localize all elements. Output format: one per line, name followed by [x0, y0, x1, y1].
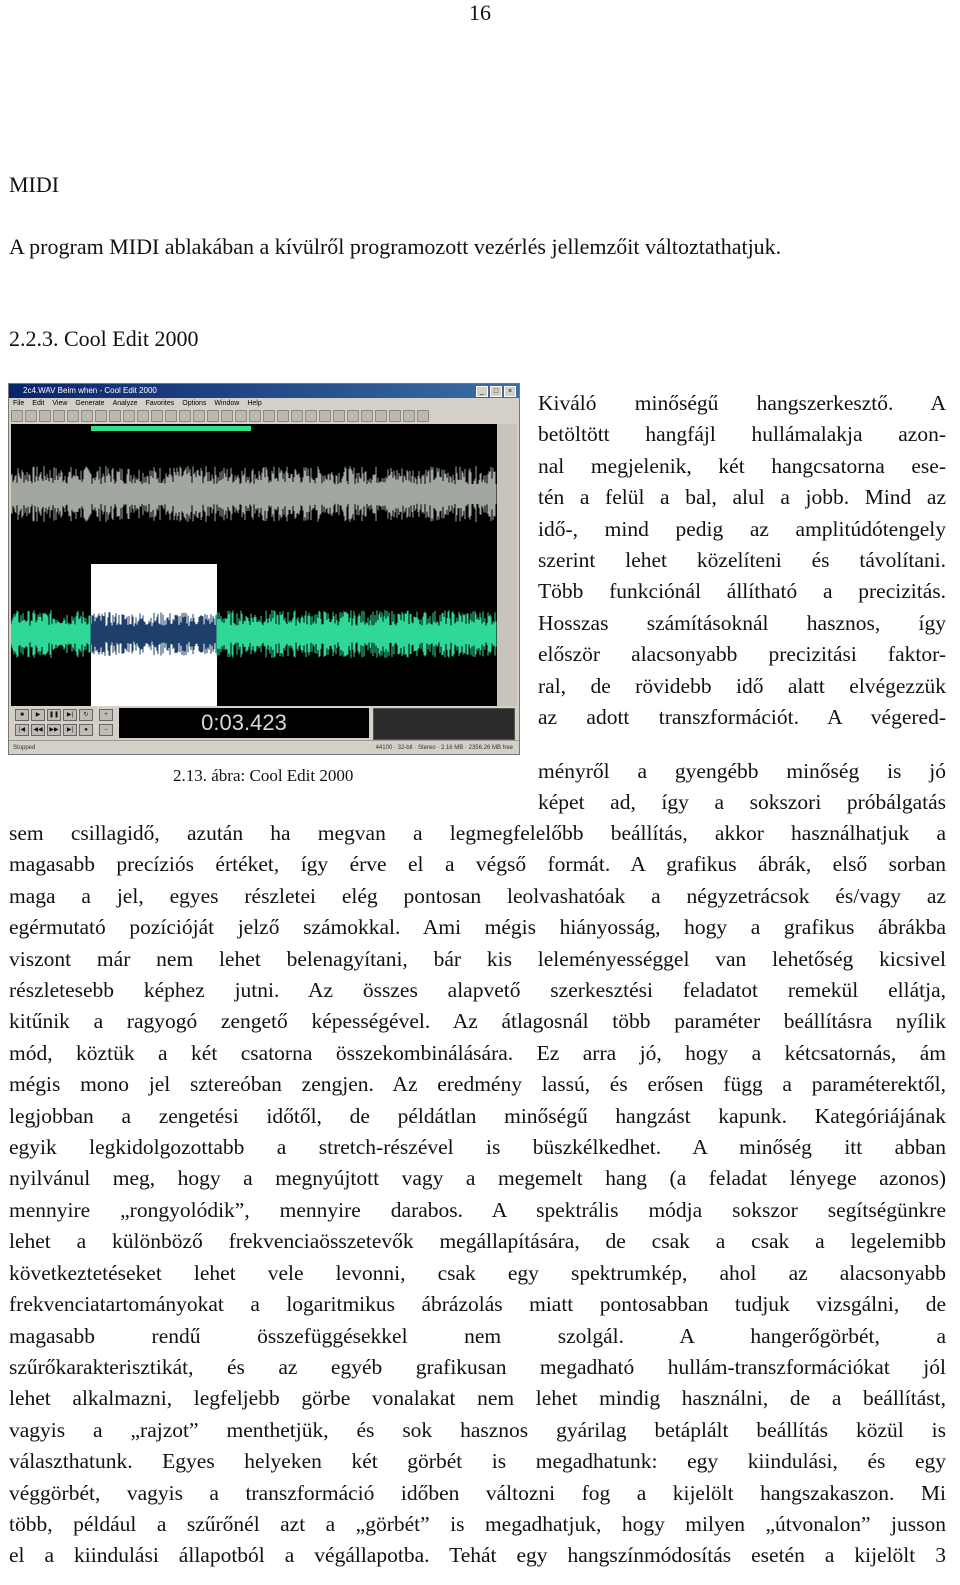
side-text-line: ményről a gyengébb minőség is jó	[538, 759, 946, 783]
toolbar-button-icon	[137, 410, 149, 422]
body-text-line: magasabb precíziós értéket, így érve el a végső formát. A grafikus ábrák, első sorban	[9, 852, 946, 877]
toolbar	[11, 410, 517, 422]
minimize-icon: _	[476, 386, 488, 397]
menu-item: File	[13, 400, 25, 407]
menu-bar	[9, 398, 519, 409]
zoom-out-icon: −	[99, 724, 113, 736]
forward-icon: ▶▶	[47, 724, 61, 736]
toolbar-button-icon	[179, 410, 191, 422]
status-right: 44100 · 32-bit · Stereo · 2.16 MB · 2356.26 MB free	[375, 745, 513, 751]
side-text-line: Hosszas számításoknál hasznos, így	[538, 610, 946, 635]
side-text-line: tén a felül a bal, alul a jobb. Mind az	[538, 485, 946, 510]
waveform-left-channel	[11, 466, 496, 522]
forward-end-icon: ▶|	[63, 724, 77, 736]
toolbar-button-icon	[25, 410, 37, 422]
body-text-line: szűrőkarakterisztikát, és az egyéb grafikusan megadható hullám-transzformációkat jól	[9, 1354, 946, 1379]
selection-info-panel	[373, 708, 515, 740]
side-text-line: Kiváló minőségű hangszerkesztő. A	[538, 391, 946, 415]
toolbar-button-icon	[319, 410, 331, 422]
toolbar-button-icon	[403, 410, 415, 422]
toolbar-button-icon	[235, 410, 247, 422]
side-text-line: képet ad, így a sokszori próbálgatás	[538, 790, 946, 815]
toolbar-button-icon	[165, 410, 177, 422]
side-text-line: először alacsonyabb precizitási faktor-	[538, 642, 946, 667]
pause-icon: ❚❚	[47, 709, 61, 721]
transport-panel	[11, 706, 517, 740]
toolbar-button-icon	[151, 410, 163, 422]
waveform-svg	[11, 424, 497, 706]
window-titlebar	[9, 384, 519, 398]
waveform-right-channel	[11, 610, 90, 658]
toolbar-button-icon	[123, 410, 135, 422]
body-text-line: választhatunk. Egyes helyeken két görbét is megadhatunk: egy kiindulási, és egy	[9, 1449, 946, 1474]
side-text-line: betöltött hangfájl hullámalakja azon-	[538, 422, 946, 447]
time-display: 0:03.423	[119, 708, 369, 738]
toolbar-button-icon	[347, 410, 359, 422]
cool-edit-screenshot	[8, 383, 520, 755]
body-text-line: maga a jel, egyes részletei elég pontosan leolvashatóak a négyzetrácsok és/vagy az	[9, 883, 946, 908]
play-icon: ▶	[31, 709, 45, 721]
body-text-line: következtetéseket lehet vele levonni, csak egy spektrumkép, ahol az alacsonyabb	[9, 1260, 946, 1285]
body-text-line: mégis mono jel sztereóban zengjen. Az eredmény lassú, és erősen függ a paraméterektől,	[9, 1072, 946, 1097]
body-text-line: lehet alkalmazni, legfeljebb görbe vonalakat nem lehet mindig használni, de a beállítást,	[9, 1386, 946, 1411]
toolbar-button-icon	[221, 410, 233, 422]
body-text-line: mód, köztük a két csatorna összekombinálására. Ez arra jó, hogy a kétcsatornás, ám	[9, 1040, 946, 1065]
waveform-right-channel	[217, 610, 496, 658]
stop-icon: ■	[15, 709, 29, 721]
toolbar-button-icon	[193, 410, 205, 422]
section-heading-midi: MIDI	[9, 172, 60, 197]
menu-item: View	[52, 400, 68, 407]
toolbar-button-icon	[81, 410, 93, 422]
toolbar-button-icon	[361, 410, 373, 422]
body-text-line: el a kiindulási állapotból a végállapotba. Tehát egy hangszínmódosítás esetén a kijelölt 3	[9, 1543, 946, 1568]
body-text-line: legjobban a zengetési időtől, de példátlan minőségű hangzást kapunk. Kategóriájának	[9, 1103, 946, 1128]
toolbar-button-icon	[53, 410, 65, 422]
body-text-line: egérmutató pozícióját jelző számokkal. Ami mégis hiányosság, hogy a grafikus ábrákba	[9, 915, 946, 940]
side-text-line: Több funkciónál állítható a precizitás.	[538, 579, 946, 604]
toolbar-button-icon	[207, 410, 219, 422]
body-text-line: frekvenciatartományokat a logaritmikus ábrázolás miatt pontosabban tudjuk vizsgálni, de	[9, 1292, 946, 1317]
body-text-line: lehet a különböző frekvenciaösszetevők megállapítására, de csak a csak a legelemibb	[9, 1229, 946, 1254]
side-text-line: az adott transzformációt. A végered-	[538, 705, 946, 730]
amplitude-ruler	[497, 424, 517, 706]
body-text-line: mennyire „rongyolódik”, mennyire darabos. A spektrális módja sokszor segítségünkre	[9, 1197, 946, 1222]
toolbar-button-icon	[11, 410, 23, 422]
toolbar-button-icon	[263, 410, 275, 422]
body-text-line: viszont már nem lehet belenagyítani, bár kis leleményességgel van lehetőség kicsivel	[9, 946, 946, 971]
side-paragraph	[538, 388, 946, 733]
menu-item: Generate	[75, 400, 105, 407]
menu-item: Help	[247, 400, 262, 407]
toolbar-button-icon	[109, 410, 121, 422]
toolbar-button-icon	[389, 410, 401, 422]
status-bar	[9, 740, 519, 754]
side-text-line: ral, de rövidebb idő alatt elvégezzük	[538, 673, 946, 698]
section-heading-cooledit: 2.2.3. Cool Edit 2000	[9, 326, 199, 351]
waveform-right-channel-selected	[91, 612, 216, 656]
midi-paragraph: A program MIDI ablakában a kívülről programozott vezérlés jellemzőit változtathatjuk.	[9, 234, 782, 259]
maximize-icon: □	[490, 386, 502, 397]
page-number: 16	[469, 0, 491, 25]
menu-item: Edit	[32, 400, 45, 407]
body-text-line: részletesebb képhez jutni. Az összes alapvető szerkesztési feladatot remekül ellátja,	[9, 978, 946, 1003]
body-text-line: sem csillagidő, azután ha megvan a legmegfelelőbb beállítás, akkor használhatjuk a	[9, 821, 946, 845]
toolbar-button-icon	[249, 410, 261, 422]
toolbar-button-icon	[67, 410, 79, 422]
body-text-line: több, például a szűrőnél azt a „görbét” is megadhatjuk, hogy milyen „útvonalon” jusson	[9, 1511, 946, 1536]
zoom-in-icon: +	[99, 709, 113, 721]
toolbar-button-icon	[333, 410, 345, 422]
menu-item: Analyze	[112, 400, 138, 407]
loop-icon: ↻	[79, 709, 93, 721]
body-text-line: véggörbét, vagyis a transzformáció időben változni fog a kijelölt hangszakaszon. Mi	[9, 1480, 946, 1505]
rewind-start-icon: |◀	[15, 724, 29, 736]
play-to-end-icon: ▶|	[63, 709, 77, 721]
figure-caption: 2.13. ábra: Cool Edit 2000	[173, 766, 354, 785]
side-text-line: nal megjelenik, két hangcsatorna ese-	[538, 453, 946, 478]
side-text-line: idő-, mind pedig az amplitúdótengely	[538, 516, 946, 541]
toolbar-button-icon	[375, 410, 387, 422]
menu-item: Window	[214, 400, 240, 407]
status-left: Stopped	[13, 745, 36, 751]
toolbar-button-icon	[291, 410, 303, 422]
body-text-line: vagyis a „rajzot” menthetjük, és sok hasznos gyárilag betáplált beállítás közül is	[9, 1417, 946, 1442]
body-text-line: nyilvánul meg, hogy a megnyújtott vagy a megemelt hang (a feladat lényege azonos)	[9, 1166, 946, 1191]
toolbar-button-icon	[417, 410, 429, 422]
body-text-line: egyik legkidolgozottabb a stretch-részével is büszkélkedhet. A minőség itt abban	[9, 1135, 946, 1160]
toolbar-button-icon	[277, 410, 289, 422]
toolbar-button-icon	[95, 410, 107, 422]
close-icon: ×	[504, 386, 516, 397]
body-text-line: kitűnik a ragyogó zengető képességével. Az átlagosnál több paraméter beállításra nyílik	[9, 1009, 946, 1034]
rewind-icon: ◀◀	[31, 724, 45, 736]
menu-item: Favorites	[145, 400, 175, 407]
side-paragraph-continued	[538, 756, 946, 819]
toolbar-button-icon	[39, 410, 51, 422]
waveform-display	[11, 424, 497, 706]
toolbar-button-icon	[305, 410, 317, 422]
menu-item: Options	[182, 400, 207, 407]
window-title: 2c4.WAV Beim when - Cool Edit 2000	[23, 386, 157, 395]
record-icon: ●	[79, 724, 93, 736]
body-paragraph	[9, 818, 946, 1572]
body-text-line: magasabb rendű összefüggésekkel nem szolgál. A hangerőgörbét, a	[9, 1323, 946, 1348]
side-text-line: szerint lehet közelíteni és távolítani.	[538, 548, 946, 573]
